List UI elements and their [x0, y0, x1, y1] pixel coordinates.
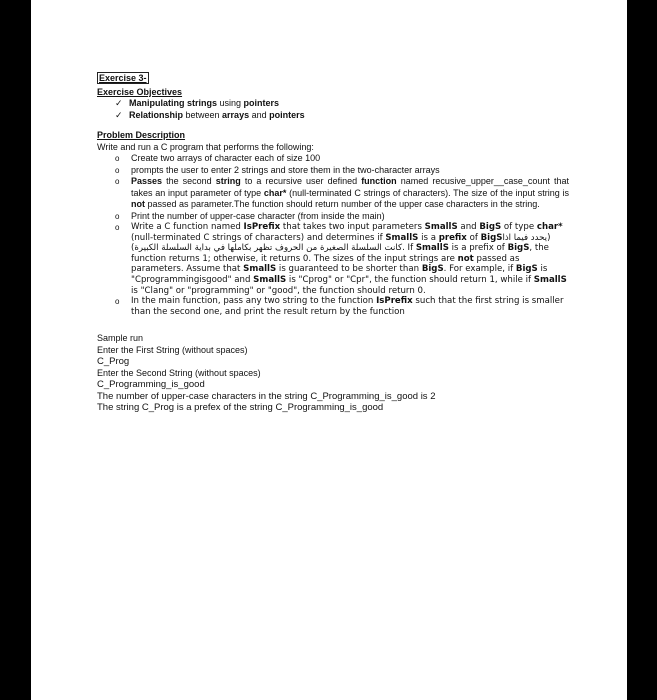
list-item — [115, 165, 569, 177]
text-bold: IsPrefix — [376, 296, 413, 307]
sample-line: C_Prog — [97, 356, 130, 368]
text-bold: string — [215, 176, 241, 186]
text-bold: BigS — [479, 222, 502, 232]
objective-text — [129, 110, 305, 122]
text-plain: (null-terminated C strings of characters). The size of the input string is — [286, 187, 570, 198]
objective-bold: arrays — [222, 109, 250, 120]
text-bold: BigS — [421, 264, 444, 275]
text-bold: char* — [263, 187, 287, 198]
problem-intro: Write and run a C program that performs the following: — [97, 141, 314, 152]
sample-heading: Sample run — [97, 333, 144, 344]
list-item-text — [131, 222, 569, 296]
text-bold: char* — [536, 222, 563, 232]
text-bold: SmallS — [243, 264, 277, 275]
text-plain: passed as parameters. Assume that — [131, 253, 520, 275]
text-plain: is a — [418, 232, 439, 243]
text-bold: not — [131, 199, 145, 209]
sample-line: The string C_Prog is a prefex of the string C_Programming_is_good — [97, 402, 384, 414]
text-bold: SmallS — [424, 222, 458, 232]
text-plain: named recusive_upper__case_count that takes an input parameter of type — [131, 176, 569, 198]
objectives-heading — [97, 87, 569, 99]
sample-line: Enter the First String (without spaces) — [97, 344, 248, 355]
text-plain: is "Clang" or "programming" or "good", the function should return 0. — [131, 285, 426, 296]
list-item — [115, 296, 569, 317]
objective-bold: pointers — [269, 109, 305, 120]
list-item-text: prompts the user to enter 2 strings and store them in the two-character arrays — [131, 164, 440, 175]
list-item — [115, 211, 569, 223]
circle-bullet-icon: o — [115, 297, 120, 307]
objective-item — [115, 98, 569, 110]
arabic-text: (يحدد فيما اذا كانت السلسلة الصغيرة من الحروف تظهر بكاملها في بداية السلسلة الكبيرة) — [131, 232, 554, 254]
text-plain: is "Cprogrammingisgood" and — [131, 264, 548, 285]
sample-line: The number of upper-case characters in the string C_Programming_is_good is 2 — [97, 390, 436, 402]
text-bold: BigS — [507, 243, 530, 254]
text-plain: is a prefix of — [448, 243, 508, 254]
text-bold: SmallS — [385, 232, 419, 243]
circle-bullet-icon: o — [115, 154, 120, 163]
objective-text — [129, 98, 279, 110]
text-plain: Write a C function named — [131, 222, 244, 232]
exercise-title-row — [97, 72, 569, 85]
text-plain: (null-terminated C strings of characters) and determines if — [131, 232, 386, 243]
circle-bullet-icon: o — [115, 223, 120, 232]
text-bold: function — [361, 176, 397, 186]
problem-heading — [97, 130, 569, 142]
list-item-text — [131, 176, 569, 211]
objective-plain: using — [217, 98, 244, 108]
sample-run — [97, 333, 569, 414]
text-plain: and — [457, 222, 480, 232]
problem-heading-text: Problem Description — [97, 130, 186, 140]
objective-item — [115, 110, 569, 122]
text-plain: , the function returns 1; otherwise, it returns 0. The sizes of the input strings are — [131, 243, 549, 264]
objectives-heading-text: Exercise Objectives — [97, 86, 183, 97]
list-item-text — [131, 296, 569, 317]
checkmark-icon: ✓ — [115, 109, 123, 120]
sample-line: Enter the Second String (without spaces) — [97, 367, 261, 378]
document-content — [97, 72, 569, 414]
text-plain: such that the first string is smaller than the second one, and print the result return by the function — [131, 296, 564, 317]
text-plain: that takes two input parameters — [280, 222, 425, 232]
text-bold: SmallS — [253, 274, 287, 285]
text-bold: prefix — [438, 232, 467, 243]
text-bold: not — [457, 253, 474, 264]
text-plain: . For example, if — [443, 264, 516, 275]
document-page — [31, 0, 627, 700]
exercise-title: Exercise 3- — [99, 73, 147, 83]
objective-bold: pointers — [243, 98, 280, 108]
list-item-text: Create two arrays of character each of size 100 — [131, 153, 321, 163]
text-plain: passed as parameter.The function should return number of the upper case characters in the string. — [145, 199, 540, 209]
text-bold: BigS — [480, 232, 503, 243]
text-plain: of type — [501, 222, 537, 232]
list-item — [115, 222, 569, 296]
text-bold: BigS — [515, 264, 538, 275]
text-plain: the second — [162, 176, 216, 186]
circle-bullet-icon: o — [115, 177, 120, 186]
text-bold: IsPrefix — [243, 222, 281, 232]
objective-bold: Relationship — [129, 109, 184, 120]
objective-plain: between — [183, 109, 223, 120]
circle-bullet-icon: o — [115, 211, 120, 221]
list-item — [115, 176, 569, 211]
text-bold: SmallS — [415, 243, 449, 254]
text-plain: is guaranteed to be shorter than — [276, 264, 422, 275]
text-plain: . If — [402, 243, 416, 254]
text-plain: of — [466, 232, 481, 243]
list-item-text: Print the number of upper-case character (from inside the main) — [131, 210, 385, 221]
sample-line: C_Programming_is_good — [97, 379, 205, 391]
text-bold: Passes — [131, 176, 163, 186]
checkmark-icon: ✓ — [115, 98, 123, 108]
text-bold: SmallS — [533, 274, 567, 285]
list-item — [115, 153, 569, 165]
text-plain: to a recursive user defined — [240, 176, 362, 186]
objective-plain: and — [249, 109, 270, 120]
objective-bold: Manipulating strings — [129, 98, 218, 108]
circle-bullet-icon: o — [115, 165, 120, 175]
text-plain: In the main function, pass any two string to the function — [131, 296, 377, 307]
text-plain: is "Cprog" or "Cpr", the function should return 1, while if — [286, 274, 534, 285]
